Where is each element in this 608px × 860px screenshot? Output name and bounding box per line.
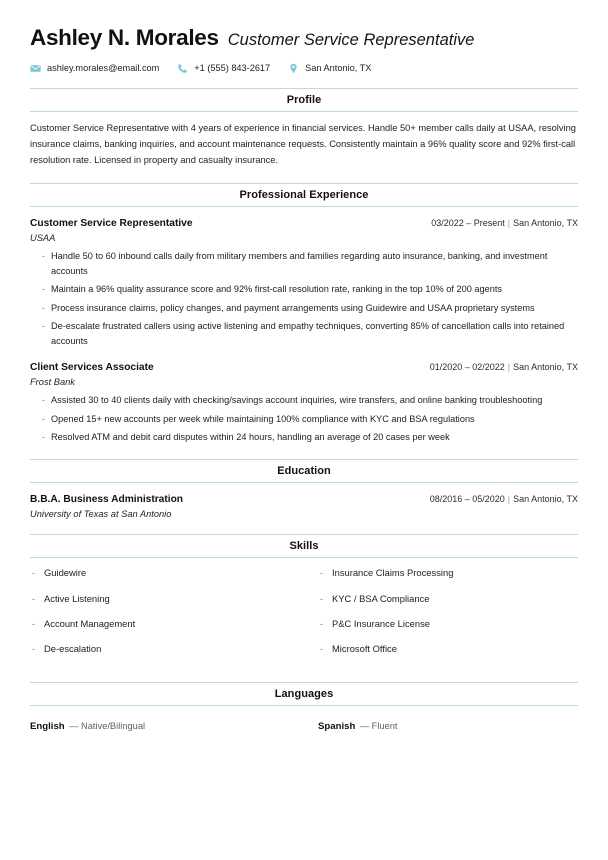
education-school: University of Texas at San Antonio: [30, 509, 172, 520]
section-profile: [30, 88, 578, 169]
section-skills: [30, 534, 578, 668]
languages-row: [30, 716, 578, 734]
experience-role: Customer Service Representative: [30, 217, 193, 229]
language-level: — Fluent: [359, 721, 398, 732]
experience-location: San Antonio, TX: [513, 217, 578, 228]
language-name: Spanish: [318, 721, 356, 733]
section-heading-languages: Languages: [30, 682, 578, 706]
skill-item: - KYC / BSA Compliance: [318, 593, 578, 604]
skill-item: - Account Management: [30, 618, 304, 629]
education-degree: B.B.A. Business Administration: [30, 494, 184, 506]
experience-bullet: - Opened 15+ new accounts per week while maintaining 100% compliance with KYC and BSA regulations: [30, 412, 578, 427]
experience-entry-header: [30, 217, 578, 230]
education-dates: 08/2016 – 05/2020: [429, 494, 505, 505]
skills-column-left: [30, 567, 304, 668]
experience-dates: 03/2022 – Present: [431, 217, 505, 228]
experience-entry: [30, 361, 578, 445]
meta-separator: |: [507, 217, 511, 228]
contact-phone[interactable]: [177, 63, 270, 74]
experience-organization: Frost Bank: [30, 377, 75, 388]
experience-dates: 01/2020 – 02/2022: [429, 361, 505, 372]
education-location: San Antonio, TX: [513, 494, 578, 505]
contact-location[interactable]: [288, 63, 371, 74]
location-pin-icon: [288, 63, 299, 74]
experience-entry-header: [30, 361, 578, 374]
experience-bullet: - Resolved ATM and debit card disputes within 24 hours, handling an average of 20 cases per week: [30, 430, 578, 445]
experience-bullet-list: [30, 249, 578, 349]
education-entry-header: [30, 493, 578, 506]
contact-row: [30, 63, 578, 74]
meta-separator: |: [507, 361, 511, 372]
experience-bullet: - Maintain a 96% quality assurance score and 92% first-call resolution rate, ranking in the top 10% of 200 agents: [30, 282, 578, 297]
skills-columns: [30, 567, 578, 668]
experience-bullet-list: [30, 393, 578, 445]
experience-bullet: - De-escalate frustrated callers using active listening and empathy techniques, converting 85% of cancellation calls into retained accounts: [30, 319, 578, 349]
contact-email-value: ashley.morales@email.com: [47, 63, 160, 74]
section-experience: [30, 183, 578, 445]
section-heading-profile: Profile: [30, 88, 578, 112]
skill-item: - De-escalation: [30, 643, 304, 654]
skill-item: - Insurance Claims Processing: [318, 567, 578, 578]
language-item: [304, 716, 578, 734]
section-heading-education: Education: [30, 459, 578, 483]
skill-item: - Guidewire: [30, 567, 304, 578]
contact-phone-value: +1 (555) 843-2617: [194, 63, 271, 74]
meta-separator: |: [507, 494, 511, 505]
experience-meta: [431, 218, 578, 230]
skill-item: - P&C Insurance License: [318, 618, 578, 629]
experience-role: Client Services Associate: [30, 361, 154, 373]
language-item: [30, 716, 304, 734]
experience-entry: [30, 217, 578, 349]
experience-bullet: - Process insurance claims, policy changes, and payment arrangements using Guidewire and USAA proprietary systems: [30, 301, 578, 316]
contact-location-value: San Antonio, TX: [305, 63, 372, 74]
education-entry: [30, 493, 578, 520]
section-heading-skills: Skills: [30, 534, 578, 558]
contact-email[interactable]: [30, 63, 159, 74]
experience-meta: [430, 362, 578, 374]
education-meta: [430, 494, 578, 506]
language-name: English: [30, 721, 65, 733]
section-heading-experience: Professional Experience: [30, 183, 578, 207]
language-level: — Native/Bilingual: [69, 721, 146, 732]
candidate-name: Ashley N. Morales: [30, 25, 219, 50]
experience-bullet: - Assisted 30 to 40 clients daily with checking/savings account inquiries, wire transfers, and online banking troubleshooting: [30, 393, 578, 408]
skill-item: - Microsoft Office: [318, 643, 578, 654]
skills-column-right: [304, 567, 578, 668]
experience-location: San Antonio, TX: [513, 361, 578, 372]
section-languages: [30, 682, 578, 734]
skill-item: - Active Listening: [30, 593, 304, 604]
phone-icon: [177, 63, 188, 74]
candidate-job-title: Customer Service Representative: [227, 31, 475, 49]
section-education: [30, 459, 578, 520]
experience-organization: USAA: [30, 232, 56, 243]
resume-header: [30, 26, 578, 51]
experience-bullet: - Handle 50 to 60 inbound calls daily from military members and families regarding auto insurance, banking, and investment accounts: [30, 249, 578, 279]
email-icon: [30, 63, 41, 74]
profile-summary-text: Customer Service Representative with 4 years of experience in financial services. Handle 50+ member calls daily at USAA, resolving insurance claims, banking inquiries, and account maintenance requests. Consistently maintain a 96% quality score and 92% first-call resolution rate. Licensed in property and casualty insurance.: [30, 122, 576, 165]
